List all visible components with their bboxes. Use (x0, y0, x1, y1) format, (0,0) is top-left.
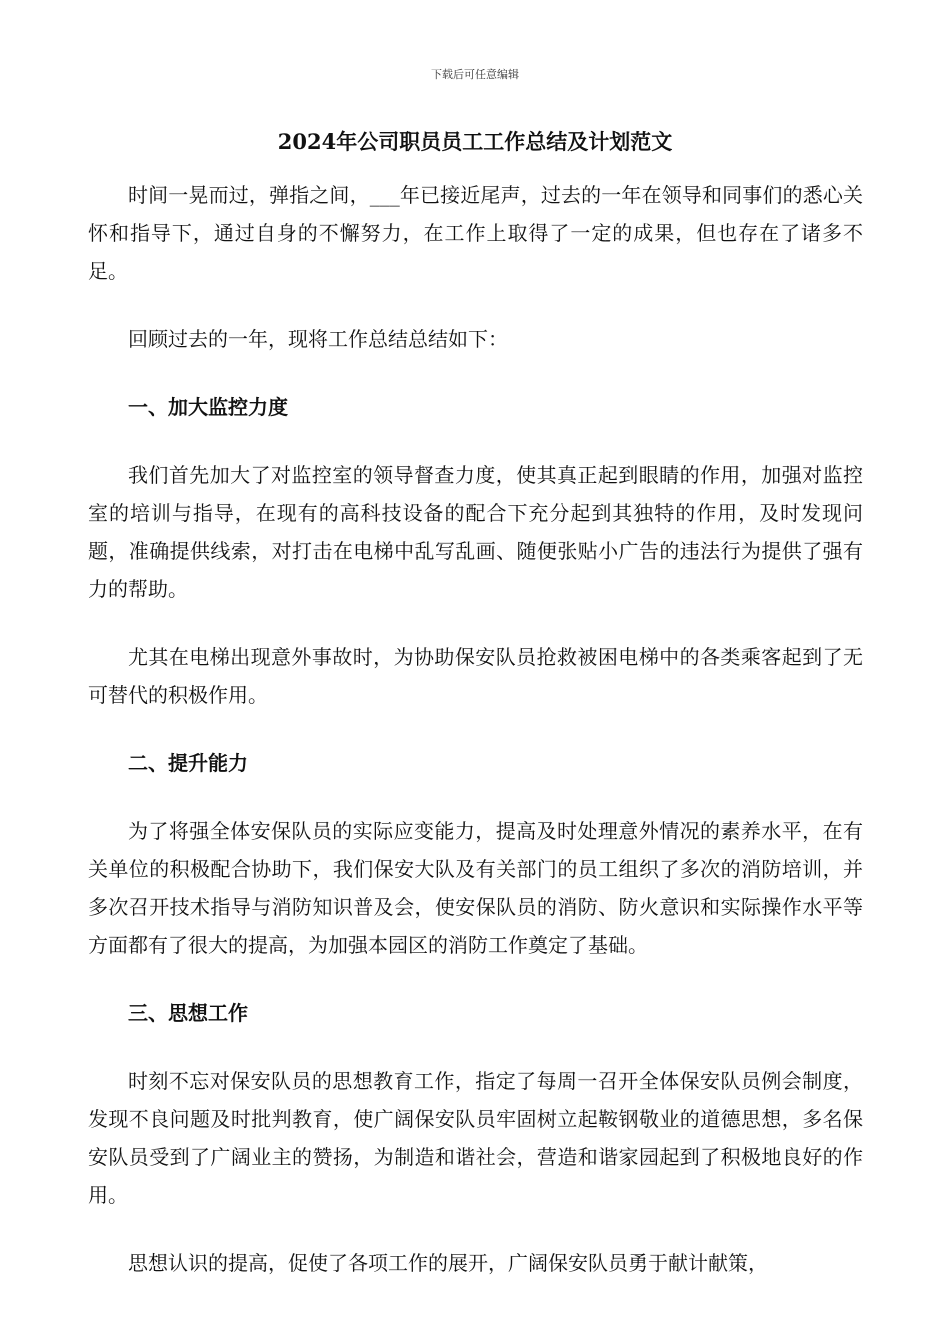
document-body (88, 176, 863, 1282)
paragraph-ability: 为了将强全体安保队员的实际应变能力，提高及时处理意外情况的素养水平，在有关单位的积极配合协助下，我们保安大队及有关部门的员工组织了多次的消防培训，并多次召开技术指导与消防知识普及会，使安保队员的消防、防火意识和实际操作水平等方面都有了很大的提高，为加强本园区的消防工作奠定了基础。 (88, 819, 863, 957)
paragraph-monitoring: 我们首先加大了对监控室的领导督查力度，使其真正起到眼睛的作用，加强对监控室的培训与指导，在现有的高科技设备的配合下充分起到其独特的作用，及时发现问题，准确提供线索，对打击在电梯中乱写乱画、随便张贴小广告的违法行为提供了强有力的帮助。 (88, 463, 863, 601)
paragraph-awareness: 思想认识的提高，促使了各项工作的展开，广阔保安队员勇于献计献策， (128, 1251, 768, 1275)
section-heading-2: 二、提升能力 (128, 751, 248, 775)
section-heading-1: 一、加大监控力度 (128, 395, 288, 419)
header-note: 下载后可任意编辑 (431, 68, 519, 81)
paragraph-intro: 时间一晃而过，弹指之间，___年已接近尾声，过去的一年在领导和同事们的悉心关怀和指导下，通过自身的不懈努力，在工作上取得了一定的成果，但也存在了诸多不足。 (88, 183, 863, 283)
paragraph-elevator: 尤其在电梯出现意外事故时，为协助保安队员抢救被困电梯中的各类乘客起到了无可替代的积极作用。 (88, 645, 863, 707)
section-heading-3: 三、思想工作 (128, 1001, 248, 1025)
document-title: 2024年公司职员员工工作总结及计划范文 (277, 129, 673, 154)
paragraph-review: 回顾过去的一年，现将工作总结总结如下： (128, 327, 508, 351)
paragraph-ideology: 时刻不忘对保安队员的思想教育工作，指定了每周一召开全体保安队员例会制度，发现不良问题及时批判教育，使广阔保安队员牢固树立起鞍钢敬业的道德思想，多名保安队员受到了广阔业主的赞扬，为制造和谐社会，营造和谐家园起到了积极地良好的作用。 (88, 1069, 863, 1207)
